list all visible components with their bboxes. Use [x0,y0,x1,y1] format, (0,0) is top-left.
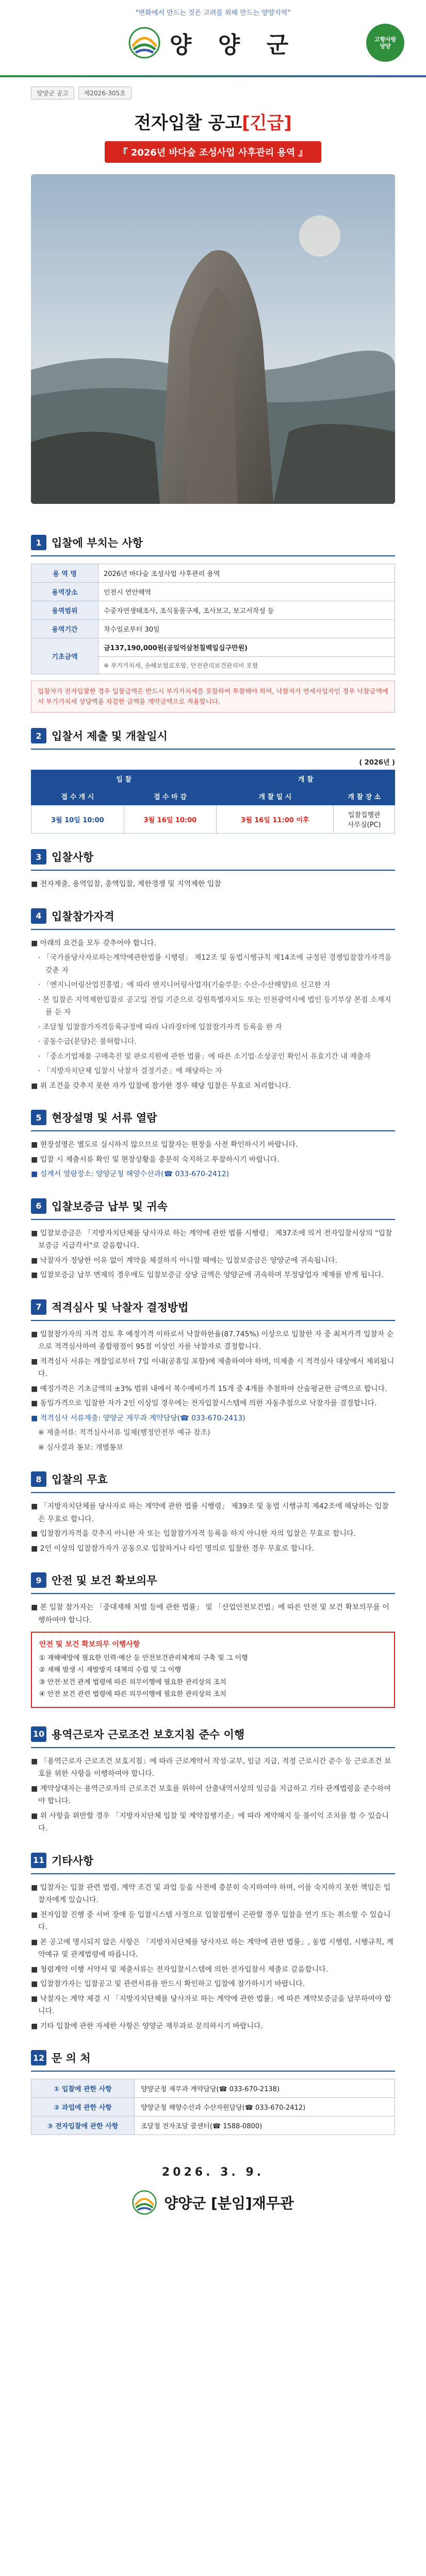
row-value: 조달청 전자조달 콜센터(☎ 1588-0800) [135,2116,395,2135]
section-9 [31,1557,395,1708]
section-heading [31,893,395,929]
section-number: 6 [31,1198,46,1214]
section-number: 3 [31,849,46,865]
section-title: 적격심사 및 낙찰자 결정방법 [52,1301,189,1314]
section-heading [31,1711,395,1747]
list-item: ■ 예정가격은 기초금액의 ±3% 범위 내에서 복수예비가격 15개 중 4개를 추첨하여 산술평균한 금액으로 합니다. [31,1384,387,1393]
section-11 [31,1837,395,2033]
table-row [31,2098,395,2116]
urgent-tag: [긴급] [242,113,292,133]
list-item: ■ 전자입찰 진행 중 서버 장애 등 입찰시스템 사정으로 입찰집행이 곤란할 경우 입찰을 연기 또는 취소할 수 있습니다. [31,1910,391,1932]
section-number: 2 [31,728,46,743]
list-item: ■ 입찰참가자의 자격 검토 후 예정가격 이하로서 낙찰하한율(87.745%) 이상으로 입찰한 자 중 최저가격 입찰자 순으로 적격심사하여 종합평점이 95점 이상인 자를 낙찰자로 결정합니다. [31,1330,394,1351]
list-item: ■ 입찰 시 제출서류 확인 및 현장상황을 충분히 숙지하고 투찰하시기 바랍니다. [31,1155,280,1164]
list-item: ■ 본 입찰 참가자는 「중대재해 처벌 등에 관한 법률」 및 「산업안전보건법」에 따른 안전 및 보건 확보의무를 이행하여야 합니다. [31,1603,389,1624]
list-item: ■ 입찰보증금은 「지방자치단체를 당사자로 하는 계약에 관한 법률 시행령」 제37조에 의거 전자입찰서상의 "입찰보증금 지급각서"로 갈음합니다. [31,1229,392,1250]
list-item: ■ 낙찰자가 정당한 이유 없이 계약을 체결하지 아니할 때에는 입찰보증금은 양양군에 귀속됩니다. [31,1256,338,1265]
section-heading [31,1094,395,1130]
section-rule [31,2071,395,2072]
emblem-text: 고향사랑 양양 [374,36,397,49]
list-item: ■ 현장설명은 별도로 실시하지 않으므로 입찰자는 현장을 사전 확인하시기 바랍니다. [31,1141,298,1149]
section-title: 입찰의 무효 [52,1473,108,1486]
column-group-header: 입 찰 [31,770,217,788]
list-item: ■ 입찰참가자격을 갖추지 아니한 자 또는 입찰참가자격 등록을 하지 아니한 자의 입찰은 무효로 합니다. [31,1530,356,1538]
section-rule [31,1593,395,1594]
table-head-row [31,770,395,788]
list-item: · 「중소기업제품 구매촉진 및 판로지원에 관한 법률」에 따른 소기업·소상공인 확인서 유효기간 내 제출자 [38,1052,371,1061]
section-rule [31,1747,395,1748]
table-row [31,2079,395,2098]
title-block [0,99,426,163]
column-header: 접 수 마 감 [124,788,217,805]
section-number: 11 [31,1853,46,1868]
table-head-row [31,788,395,805]
schedule-table [31,770,395,834]
section-1 [31,519,395,713]
list-item: ③ 안전·보건 관계 법령에 따른 의무이행에 필요한 관리상의 조치 [39,1678,226,1686]
section-heading [31,834,395,870]
list-item: · 공동수급(분담)은 불허합니다. [38,1038,137,1046]
section-8 [31,1456,395,1555]
row-value: 양양군청 해양수산과 수산자원담당(☎ 033-670-2412) [135,2098,395,2116]
table-row [31,583,395,601]
section-rule [31,870,395,871]
column-header: 개 찰 장 소 [334,788,395,805]
table-row [31,2116,395,2135]
section-title: 입찰사항 [52,851,94,863]
list-item: ■ 설계서 열람장소: 양양군청 해양수산과(☎ 033-670-2412) [31,1170,230,1178]
section-6 [31,1183,395,1282]
list-item: ■ 입찰참가자는 입찰공고 및 관련서류를 반드시 확인하고 입찰에 참가하시기 바랍니다. [31,1980,305,1989]
section-rule [31,1492,395,1493]
table-row [31,564,395,583]
page-title [0,109,426,134]
section-rule [31,1219,395,1220]
section-2 [31,713,395,834]
section-title: 입찰서 제출 및 개찰일시 [52,730,168,742]
section-7 [31,1284,395,1454]
org-name: 양 양 군 [169,32,298,58]
list-item: ■ 「용역근로자 근로조건 보호지침」에 따라 근로계약서 작성·교부, 임금 지급, 적정 근로시간 준수 등 근로조건 보호를 위한 사항을 이행하여야 합니다. [31,1757,391,1778]
list-item: ④ 안전 보건 관련 법령에 따른 의무이행에 필요한 관리상의 조치 [39,1690,226,1699]
title-text: 전자입찰 공고 [134,113,242,133]
section-rule [31,555,395,556]
hero-photo [31,174,395,504]
row-key: ① 입찰에 관한 사항 [31,2079,135,2098]
list-item: · 「엔지니어링산업진흥법」에 따라 엔지니어링사업자(기술부문: 수산-수산해양)로 신고한 자 [38,981,331,989]
list-item: ■ 위 조건을 갖추지 못한 자가 입찰에 참가한 경우 해당 입찰은 무효로 처리합니다. [31,1081,291,1090]
cell-close: 3월 16일 10:00 [124,805,217,834]
section-heading [31,2035,395,2071]
section-number: 12 [31,2050,46,2065]
section-title: 입찰참가자격 [52,910,114,923]
section-number: 7 [31,1299,46,1315]
section-heading [31,1837,395,1873]
table-row [31,601,395,620]
notice-date: 2026. 3. 9. [161,2166,265,2179]
section-title: 입찰에 부치는 사항 [52,537,143,549]
section-5 [31,1094,395,1181]
section-heading [31,1557,395,1593]
section-rule [31,929,395,930]
list-item: · 조달청 입찰참가자격등록규정에 따라 나라장터에 입찰참가자격 등록을 한 자 [38,1023,282,1031]
notice-org: 양양군 공고 [31,87,74,99]
notice-meta [0,77,426,99]
project-name-banner: 『 2026년 바다숲 조성사업 사후관리 용역 』 [105,141,321,163]
cell-place: 입찰집행관 사무실(PC) [334,805,395,834]
row-key: 용 역 명 [31,564,99,583]
section-rule [31,1130,395,1131]
section-title: 문 의 처 [52,2052,91,2065]
box-title: 안전 및 보건 확보의무 이행사항 [39,1640,140,1649]
column-group-header: 개 찰 [217,770,395,788]
row-key: 기초금액 [31,638,99,674]
list-item: · 「지방자치단체 입찰시 낙찰자 결정기준」에 해당하는 자 [38,1067,222,1075]
list-item: ■ 「지방자치단체를 당사자로 하는 계약에 관한 법률 시행령」 제39조 및 동법 시행규칙 제42조에 해당하는 입찰은 무효로 합니다. [31,1502,389,1523]
section-title: 현장설명 및 서류 열람 [52,1112,157,1124]
column-header: 개 찰 일 시 [217,788,334,805]
section-4 [31,893,395,1093]
row-key: 용역기간 [31,620,99,638]
section-heading [31,1284,395,1320]
section-title: 입찰보증금 납부 및 귀속 [52,1200,168,1213]
table-row [31,620,395,638]
cell-open: 3월 10일 10:00 [31,805,124,834]
section-heading [31,519,395,555]
row-value: 인천시 연안해역 [99,583,395,601]
section-number: 1 [31,535,46,550]
section-heading [31,1456,395,1492]
list-item: ■ 적격심사 서류제출: 양양군 재무과 계약담당(☎ 033-670-2413) [31,1414,245,1422]
section-number: 4 [31,908,46,924]
list-item: ① 재해예방에 필요한 인력·예산 등 안전보건관리체계의 구축 및 그 이행 [39,1654,248,1662]
row-key: 용역범위 [31,601,99,620]
list-item: ※ 제출서류: 적격심사서류 일체(행정안전부 예규 참조) [38,1429,210,1437]
list-item: ■ 청렴계약 이행 서약서 및 제출서류는 전자입찰시스템에 의한 전자입찰서 제출로 갈음합니다. [31,1965,329,1974]
list-item: ■ 2인 이상의 입찰참가자가 공동으로 입찰하거나 타인 명의로 입찰한 경우 무효로 합니다. [31,1544,314,1553]
row-value: 수중자연생태조사, 조식동물구제, 조사보고, 보고서작성 등 [99,601,395,620]
list-item: ■ 동일가격으로 입찰한 자가 2인 이상일 경우에는 전자입찰시스템에 의한 자동추첨으로 낙찰자를 결정합니다. [31,1399,377,1408]
county-logo-icon [128,27,160,59]
list-item: ※ 심사결과 통보: 개별통보 [38,1443,124,1452]
section-heading [31,1183,395,1219]
section-rule [31,1320,395,1321]
list-item: · 본 입찰은 지역제한입찰로 공고일 전일 기준으로 강원특별자치도 또는 인천광역시에 법인 등기부상 본점 소재지를 둔 자 [38,995,391,1016]
row-key: ② 과업에 관한 사항 [31,2098,135,2116]
slogan: "변화에서 만드는 것은 고려를 위해 만드는 양양지역" [135,9,291,17]
row-value: 2026년 바다숲 조성사업 사후관리 용역 [99,564,395,583]
section-3 [31,834,395,891]
section-number: 8 [31,1471,46,1487]
section-title: 기타사항 [52,1854,94,1867]
row-key: ③ 전자입찰에 관한 사항 [31,2116,135,2135]
list-item: ■ 기타 입찰에 관한 자세한 사항은 양양군 재무과로 문의하시기 바랍니다. [31,2022,263,2030]
row-value: 금137,190,000원(공일억삼천칠백일십구만원) [99,638,395,657]
list-item: ■ 본 공고에 명시되지 않은 사항은 「지방자치단체를 당사자로 하는 계약에 관한 법률」, 동법 시행령, 시행규칙, 계약예규 및 관계법령에 따릅니다. [31,1938,394,1959]
list-item: ② 재해 발생 시 재발방지 대책의 수립 및 그 이행 [39,1666,181,1674]
list-item: ■ 계약상대자는 용역근로자의 근로조건 보호를 위하여 산출내역서상의 임금을 지급하고 기타 관계법령을 준수하여야 합니다. [31,1784,391,1806]
header [0,0,426,77]
table-row [31,805,395,834]
table-row [31,638,395,657]
section-heading [31,713,395,749]
signatory: 양양군 [분임]재무관 [164,2195,294,2212]
brand-emblem [366,24,404,62]
county-logo-icon [132,2190,157,2215]
list-item: ■ 위 사항을 위반할 경우 「지방자치단체 입찰 및 계약집행기준」에 따라 계약해지 등 불이익 조치를 할 수 있습니다. [31,1811,389,1833]
list-item: ■ 아래의 요건을 모두 갖추어야 합니다. [31,939,156,947]
section-number: 5 [31,1110,46,1125]
contact-table [31,2079,395,2135]
row-key: 용역장소 [31,583,99,601]
section-title: 안전 및 보건 확보의무 [52,1574,157,1587]
section-10 [31,1711,395,1835]
header-divider [0,75,426,77]
list-item: · 「국가를당사자로하는계약에관한법률 시행령」 제12조 및 동법시행규칙 제14조에 규정된 경쟁입찰참가자격을 갖춘 자 [38,954,392,975]
section-title: 용역근로자 근로조건 보호지침 준수 이행 [52,1728,245,1741]
column-header: 접 수 개 시 [31,788,124,805]
safety-obligation-box [31,1632,395,1708]
list-item: ■ 입찰보증금 납부 면제의 경우에도 입찰보증금 상당 금액은 양양군에 귀속하며 부정당업자 제재를 받게 됩니다. [31,1271,384,1279]
year-tag: ( 2026년 ) [359,759,395,767]
section-number: 10 [31,1726,46,1742]
notice-number: 제2026-305호 [78,87,132,99]
vat-note: 입찰자가 전자입찰한 경우 입찰금액은 반드시 부가가치세를 포함하여 투찰해야 하며, 낙찰자가 면세사업자인 경우 낙찰금액에서 부가가치세 상당액을 차감한 금액을 계약금액으로 적용합니다. [31,681,395,713]
list-item: ■ 전자제출, 용역입찰, 총액입찰, 제한경쟁 및 지역제한 입찰 [31,880,221,888]
list-item: ■ 낙찰자는 계약 체결 시 「지방자치단체를 당사자로 하는 계약에 관한 법률」에 따른 계약보증금을 납부하여야 합니다. [31,1994,391,2016]
section-rule [31,749,395,750]
section-number: 9 [31,1572,46,1588]
list-item: ■ 입찰자는 입찰 관련 법령, 계약 조건 및 과업 등을 사전에 충분히 숙지하여야 하며, 이를 숙지하지 못한 책임은 입찰자에게 있습니다. [31,1883,391,1905]
section-12 [31,2035,395,2135]
row-value: 착수일로부터 30일 [99,620,395,638]
logo-row [0,25,426,61]
row-value: 양양군청 재무과 계약담당(☎ 033-670-2138) [135,2079,395,2098]
seaside-rock-image [31,174,395,504]
section-rule [31,1873,395,1874]
overview-table [31,564,395,674]
cell-opening-time: 3월 16일 11:00 이후 [217,805,334,834]
list-item: ■ 적격심사 서류는 개찰일로부터 7일 이내(공휴일 포함)에 제출하여야 하며, 미제출 시 적격심사 대상에서 제외됩니다. [31,1357,394,1378]
footer-sign [0,2190,426,2215]
row-value: ※ 부가가치세, 손해보험료포함, 안전관리보건관리비 포함 [99,657,395,674]
